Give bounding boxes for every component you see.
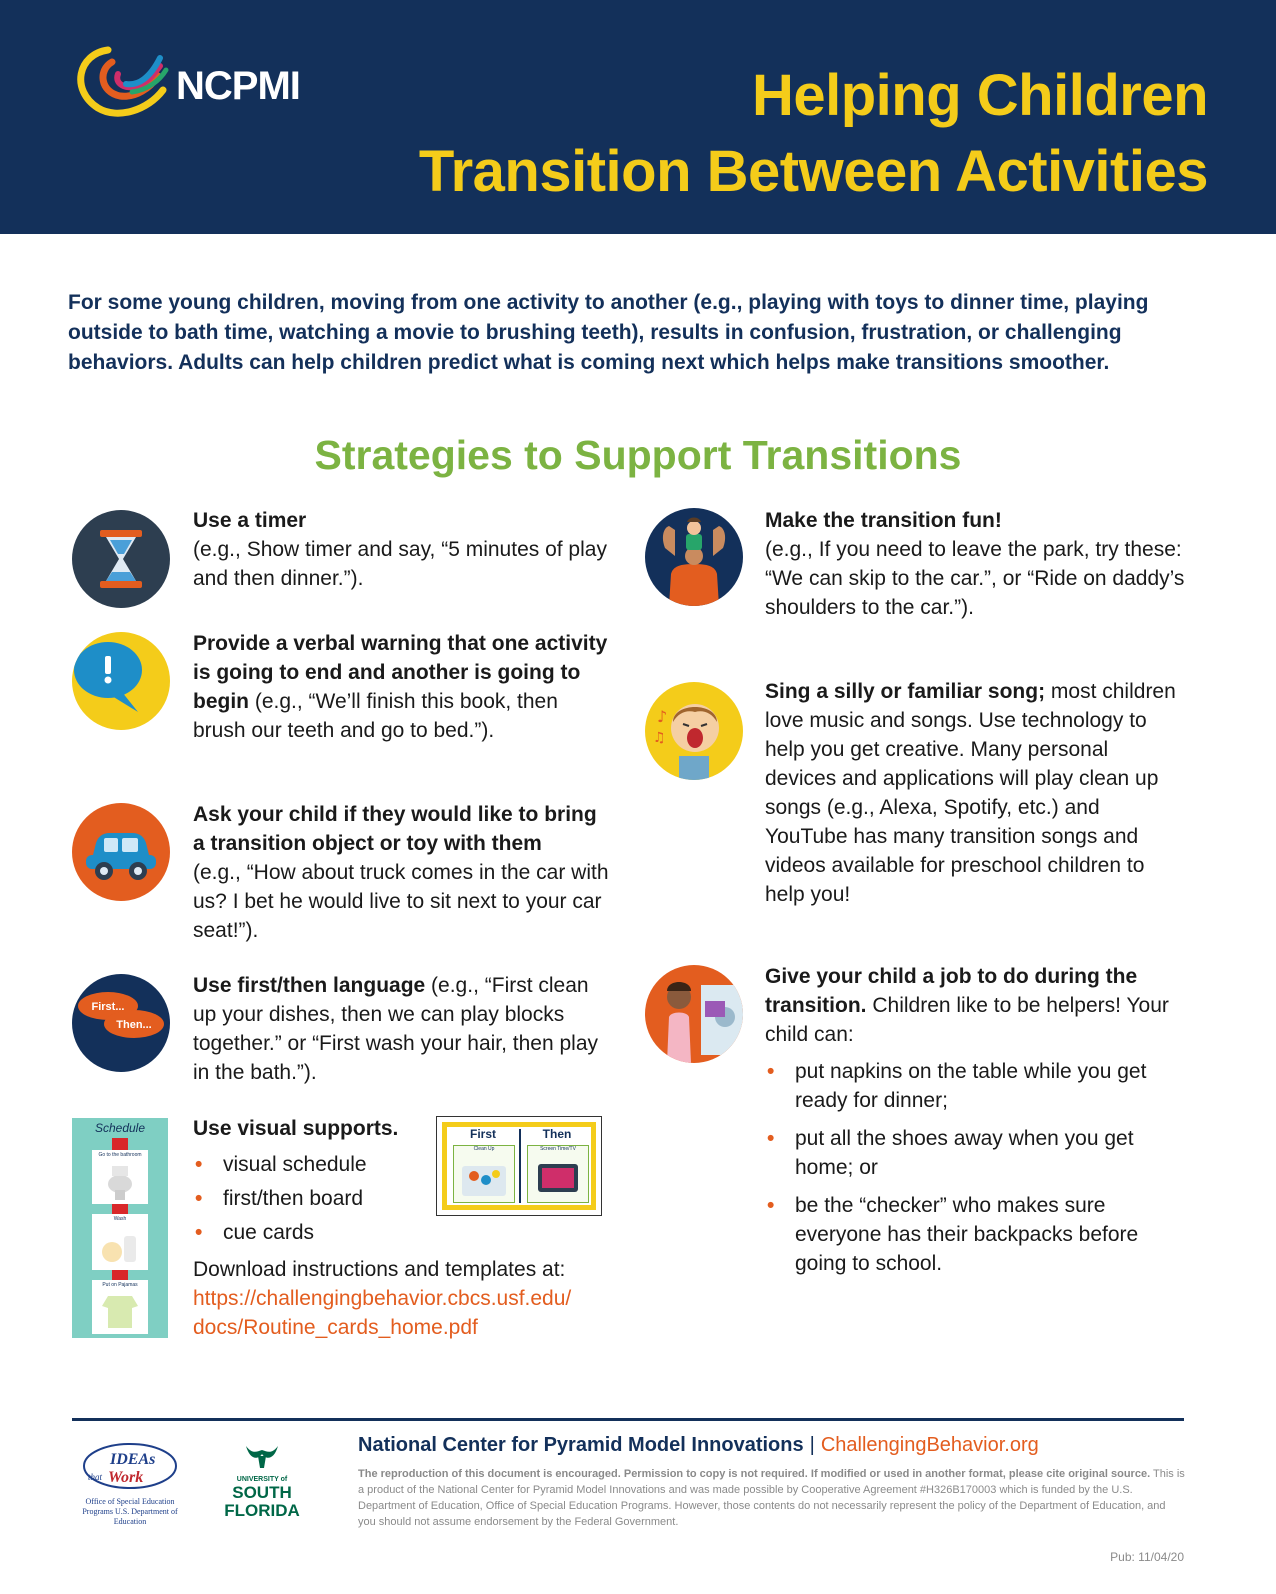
schedule-card-3: Put on Pajamas	[92, 1280, 148, 1334]
object-body: (e.g., “How about truck comes in the car with us? I bet he would live to sit next to your car seat!”).	[193, 861, 609, 942]
board-then-label: Then	[542, 1127, 572, 1141]
warning-body: (e.g., “We’ll finish this book, then brush our teeth and go to bed.”).	[193, 690, 558, 742]
usf-florida: FLORIDA	[224, 1501, 300, 1520]
job-bullet: • be the “checker” who makes sure everyone has their backpacks before going to school.	[765, 1191, 1185, 1278]
usf-university: UNIVERSITY of	[236, 1476, 288, 1483]
first-then-board-image	[436, 1116, 602, 1216]
object-text	[193, 800, 613, 945]
ideas-that: that	[88, 1472, 103, 1482]
visual-schedule-image	[72, 1118, 168, 1338]
logo-text: NCPMI	[176, 64, 300, 108]
download-link-line-2[interactable]: docs/Routine_cards_home.pdf	[193, 1316, 478, 1339]
fun-text	[765, 506, 1185, 622]
hourglass-icon	[72, 510, 170, 608]
visual-text	[193, 1114, 433, 1250]
job-body: Children like to be helpers! Your child can:	[765, 994, 1169, 1046]
timer-text	[193, 506, 613, 593]
warning-title: Provide a verbal warning that one activity is going to end and another is going to begin	[193, 632, 608, 713]
song-text	[765, 677, 1185, 909]
footer-divider	[72, 1418, 1184, 1421]
footer-org-name: National Center for Pyramid Model Innovations	[358, 1434, 804, 1456]
publication-date: Pub: 11/04/20	[1110, 1550, 1184, 1564]
firstthen-title: Use first/then language	[193, 974, 426, 997]
download-text	[193, 1255, 633, 1342]
ideas-word: IDEAs	[110, 1451, 156, 1468]
svg-text:♫: ♫	[653, 730, 666, 746]
ncpmi-logo	[68, 40, 328, 120]
song-title: Sing a silly or familiar song;	[765, 680, 1046, 703]
child-on-shoulders-icon	[645, 508, 743, 606]
header-banner	[0, 0, 1276, 234]
timer-title: Use a timer	[193, 509, 307, 532]
page-title	[419, 58, 1208, 210]
first-bubble-text: First...	[91, 1001, 125, 1013]
job-bullets	[765, 1057, 1185, 1278]
usf-logo	[222, 1440, 302, 1524]
section-title: Strategies to Support Transitions	[314, 432, 962, 478]
visual-bullet: • visual schedule	[193, 1148, 433, 1182]
footer-disclaimer-body: This is a product of the National Center for Pyramid Model Innovations and was made possible by Cooperative Agreement #H326B170003 which is funded by the U.S. Department of Education, Office of Special Education Programs. However, those contents do not necessarily represent the policy of the Department of Education, and you should not assume endorsement by the Federal Government.	[358, 1468, 1185, 1528]
footer-disclaimer-bold: The reproduction of this document is encouraged. Permission to copy is not required. If modified or used in another format, please cite original source.	[358, 1468, 1151, 1480]
then-bubble-text: Then...	[116, 1019, 152, 1031]
intro-paragraph: For some young children, moving from one activity to another (e.g., playing with toys to dinner time, playing outside to bath time, watching a movie to brushing teeth), results in confusion, frustration, or challenging behaviors. Adults can help children predict what is coming next which helps make transitions smoother.	[68, 291, 1149, 374]
schedule-card-2: Wash	[92, 1214, 148, 1270]
schedule-label: Schedule	[94, 1121, 146, 1135]
download-link-line-1[interactable]: https://challengingbehavior.cbcs.usf.edu/	[193, 1287, 572, 1310]
timer-body: (e.g., Show timer and say, “5 minutes of play and then dinner.”).	[193, 538, 607, 590]
song-body: most children love music and songs. Use technology to help you get creative. Many personal devices and applications will play clean up songs (e.g., Alexa, Spotify, etc.) and YouTube has many transition songs and videos available for preschool children to help you!	[765, 680, 1176, 906]
title-line-2: Transition Between Activities	[418, 139, 1208, 204]
fun-title: Make the transition fun!	[765, 509, 1002, 532]
footer-separator: |	[809, 1434, 815, 1456]
footer-disclaimer	[358, 1466, 1186, 1530]
object-title: Ask your child if they would like to bring a transition object or toy with them	[193, 803, 597, 855]
firstthen-text	[193, 971, 613, 1087]
footer-org-line	[358, 1434, 1039, 1457]
ideas-work: Work	[108, 1469, 144, 1486]
visual-bullet: • cue cards	[193, 1216, 433, 1250]
car-icon	[72, 803, 170, 901]
board-first-card: Clean Up	[453, 1145, 515, 1203]
visual-bullets	[193, 1148, 433, 1250]
warning-text	[193, 629, 613, 745]
fun-body: (e.g., If you need to leave the park, try these: “We can skip to the car.”, or “Ride on daddy’s shoulders to the car.”).	[765, 538, 1185, 619]
singing-child-icon	[645, 682, 743, 780]
board-first-label: First	[469, 1127, 496, 1141]
bull-horns-icon	[242, 1440, 282, 1470]
svg-text:♪: ♪	[657, 707, 668, 726]
ideas-subtitle: Office of Special Education Programs U.S. Department of Education	[82, 1497, 178, 1526]
usf-south: SOUTH	[232, 1483, 292, 1502]
job-title: Give your child a job to do during the transition.	[765, 965, 1138, 1017]
footer-website-link[interactable]: ChallengingBehavior.org	[820, 1434, 1039, 1456]
ideas-that-work-logo	[80, 1440, 180, 1526]
schedule-card-1: Go to the bathroom	[92, 1150, 148, 1204]
visual-title: Use visual supports.	[193, 1117, 399, 1140]
firstthen-body: (e.g., “First clean up your dishes, then we can play blocks together.” or “First wash your hair, then play in the bath.”).	[193, 974, 599, 1084]
child-helper-icon	[645, 965, 743, 1063]
ncpmi-swirl-icon	[68, 40, 178, 120]
board-then-card: Screen Time/TV	[527, 1145, 589, 1203]
speech-bubble-exclamation-icon	[72, 632, 170, 730]
title-line-1: Helping Children	[752, 63, 1208, 128]
job-bullet: • put all the shoes away when you get home; or	[765, 1124, 1185, 1182]
first-then-bubbles-icon	[72, 974, 170, 1072]
job-bullet: • put napkins on the table while you get ready for dinner;	[765, 1057, 1185, 1115]
download-label: Download instructions and templates at:	[193, 1258, 566, 1281]
job-text	[765, 962, 1185, 1278]
visual-bullet: • first/then board	[193, 1182, 433, 1216]
